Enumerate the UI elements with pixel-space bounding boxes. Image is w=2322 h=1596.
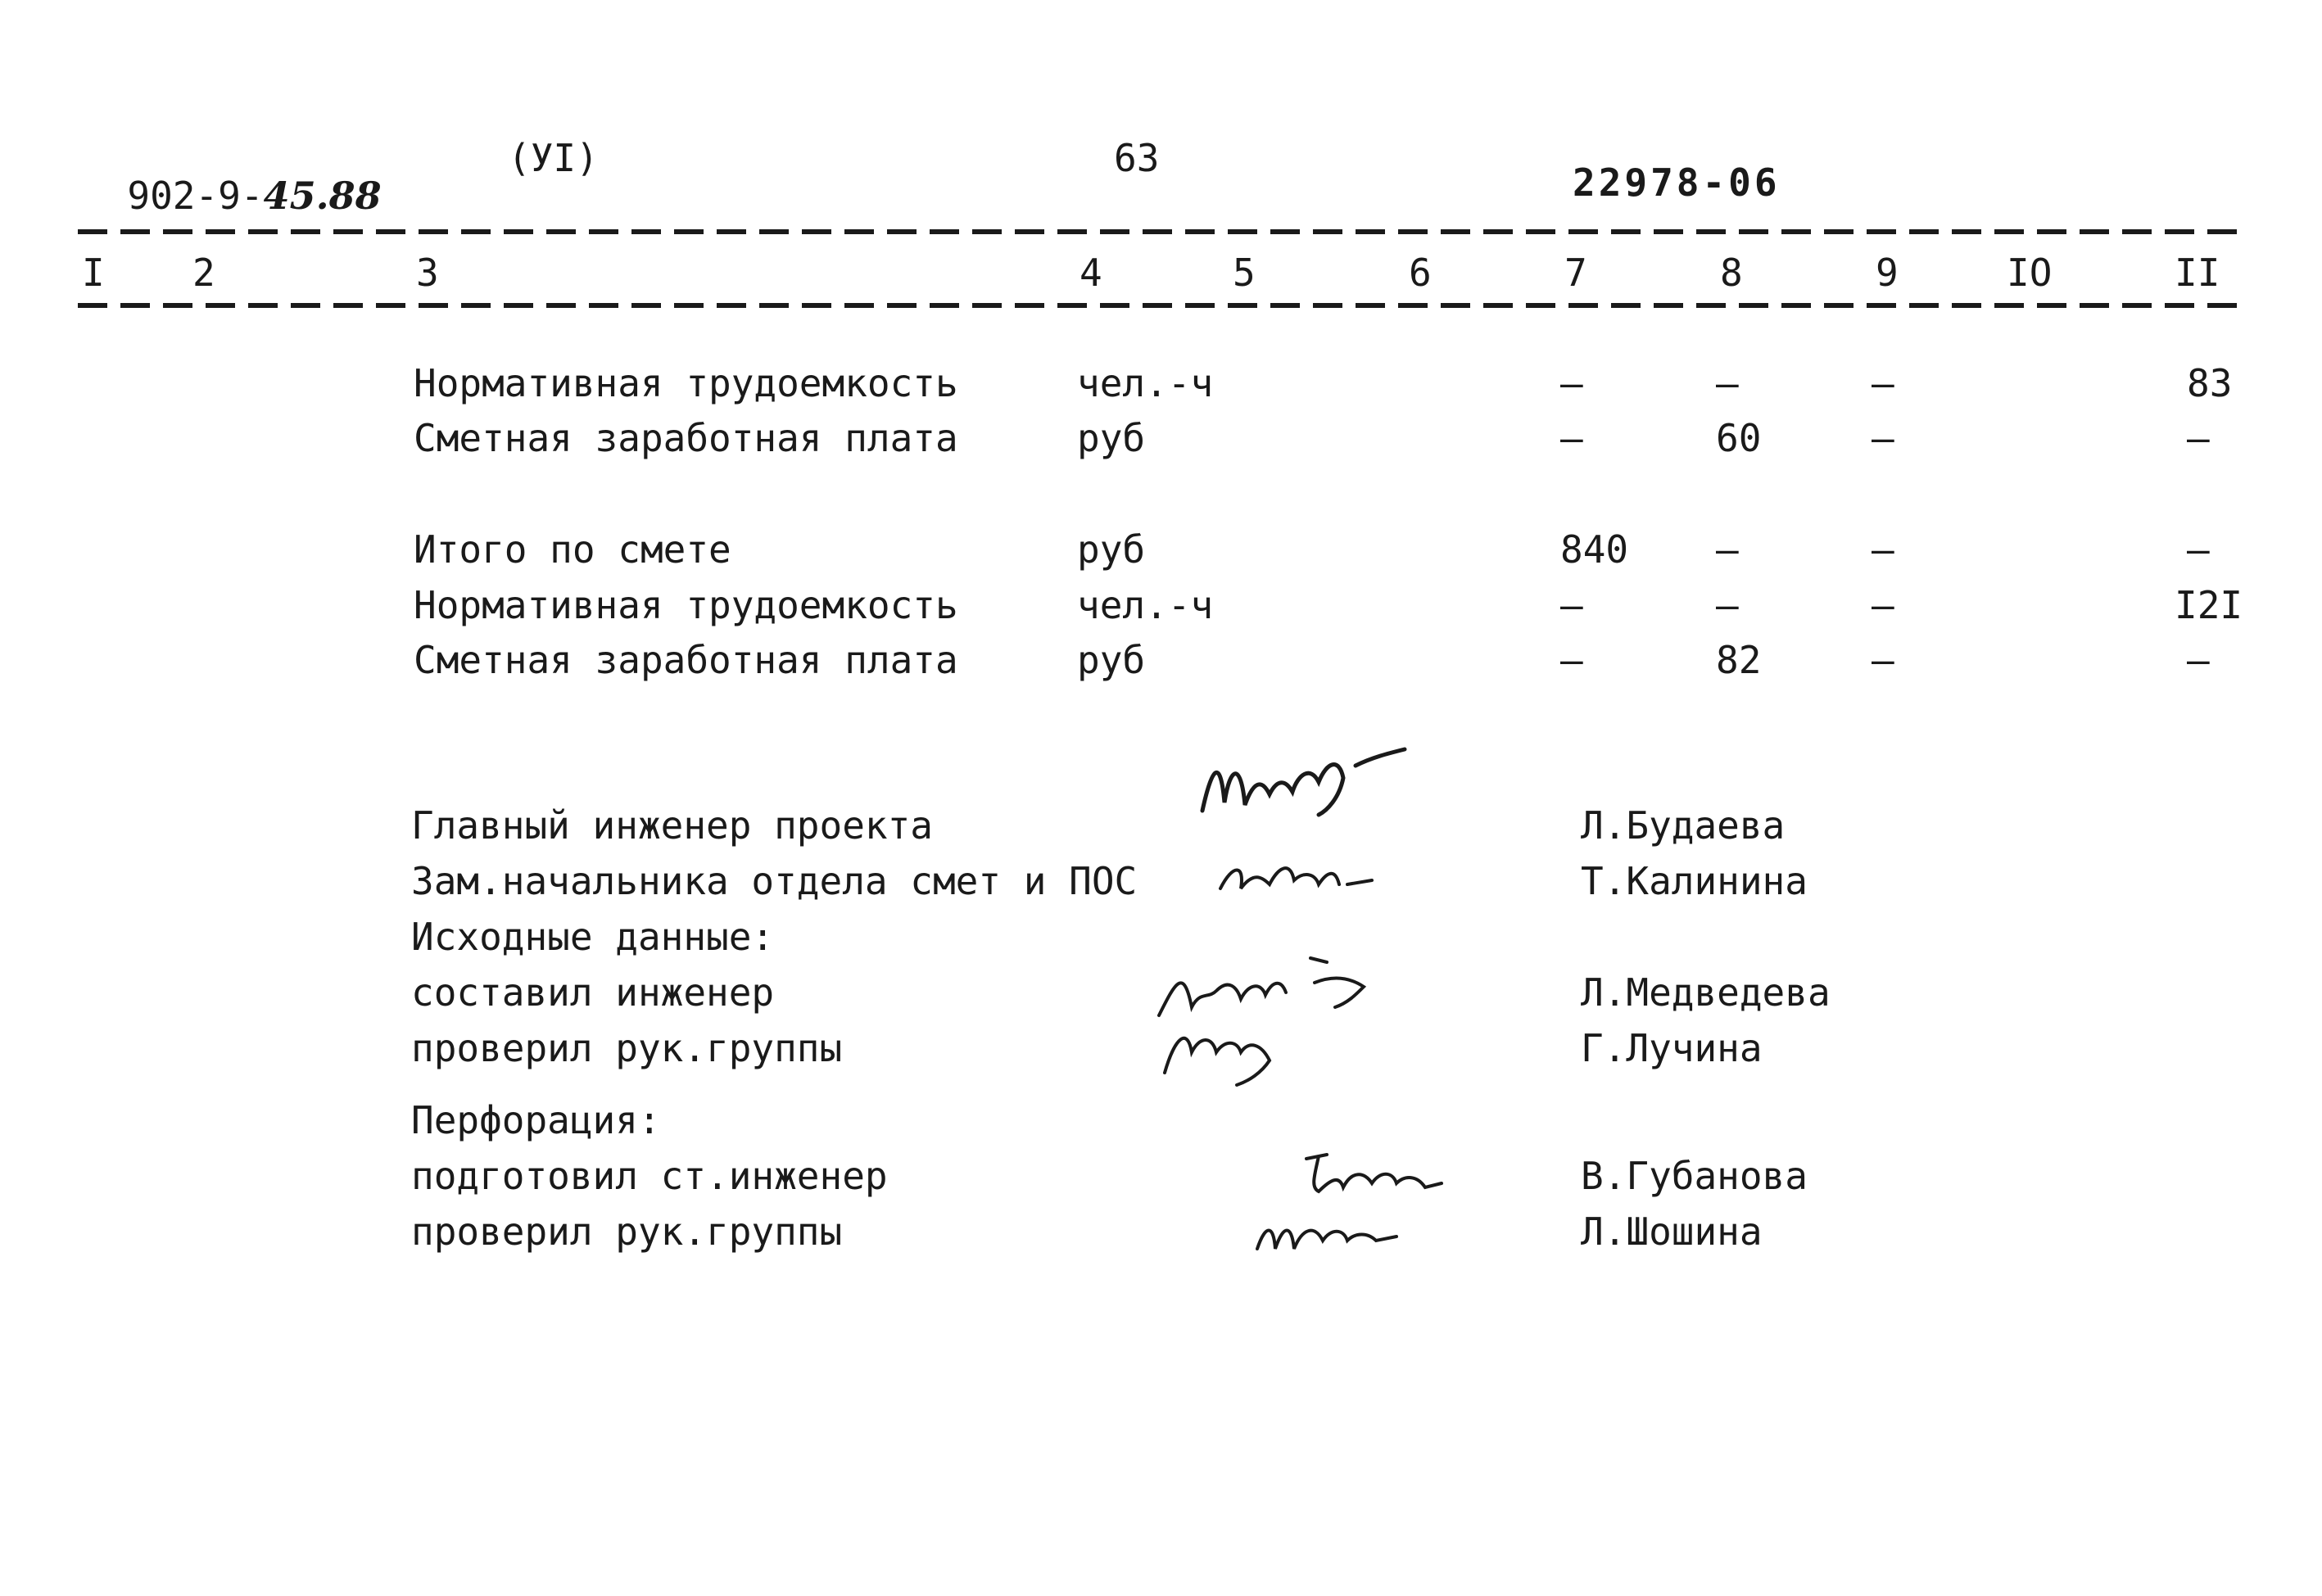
cell-col8: –: [1716, 583, 1739, 627]
cell-col8: –: [1716, 361, 1739, 405]
row-unit: чел.-ч: [1077, 361, 1214, 405]
header-top-rule: [78, 229, 2240, 234]
signature-role: составил инженер: [411, 970, 775, 1015]
section-heading: Перфорация:: [411, 1098, 661, 1142]
column-header: 7: [1564, 251, 1587, 295]
signature-name: Г.Лучина: [1581, 1026, 1763, 1070]
cell-col11: I2I: [2175, 583, 2243, 627]
stamp-number: 22978-06: [1573, 161, 1781, 205]
column-header: 9: [1876, 251, 1899, 295]
header-bottom-rule: [78, 303, 2240, 308]
signature-name: Л.Шошина: [1581, 1209, 1763, 1254]
document-code-handwritten: 45.88: [263, 174, 382, 218]
cell-col8: 82: [1716, 638, 1762, 682]
cell-col9: –: [1872, 527, 1894, 572]
column-header: 5: [1233, 251, 1256, 295]
cell-col9: –: [1872, 416, 1894, 460]
row-unit: руб: [1077, 527, 1146, 572]
document-code: [82, 139, 382, 218]
cell-col9: –: [1872, 583, 1894, 627]
section-heading: Исходные данные:: [411, 915, 775, 959]
handwritten-signature: [1249, 1204, 1413, 1261]
cell-col11: 83: [2187, 361, 2233, 405]
signature-role: Главный инженер проекта: [411, 803, 933, 848]
signature-name: В.Губанова: [1581, 1154, 1808, 1198]
cell-col11: –: [2187, 527, 2210, 572]
signature-role: проверил рук.группы: [411, 1026, 843, 1070]
cell-col7: –: [1560, 361, 1583, 405]
handwritten-signature: [1212, 848, 1376, 905]
row-name: Нормативная трудоемкость: [414, 583, 958, 627]
cell-col7: –: [1560, 416, 1583, 460]
signature-role: подготовил ст.инженер: [411, 1154, 888, 1198]
handwritten-signature: [1294, 1146, 1450, 1204]
cell-col9: –: [1872, 638, 1894, 682]
handwritten-signature: [1155, 1003, 1302, 1093]
column-header: II: [2175, 251, 2220, 295]
cell-col7: 840: [1560, 527, 1629, 572]
handwritten-signature: [1196, 733, 1417, 831]
row-name: Нормативная трудоемкость: [414, 361, 958, 405]
cell-col8: 60: [1716, 416, 1762, 460]
page-number: 63: [1114, 136, 1160, 180]
row-unit: руб: [1077, 638, 1146, 682]
column-header: 8: [1720, 251, 1743, 295]
column-header: 6: [1409, 251, 1432, 295]
column-header: 3: [416, 251, 439, 295]
row-name: Итого по смете: [414, 527, 731, 572]
row-unit: чел.-ч: [1077, 583, 1214, 627]
row-name: Сметная заработная плата: [414, 416, 958, 460]
cell-col8: –: [1716, 527, 1739, 572]
column-header: I: [82, 251, 105, 295]
cell-col7: –: [1560, 638, 1583, 682]
section-label: (УI): [508, 136, 599, 180]
cell-col11: –: [2187, 638, 2210, 682]
row-unit: руб: [1077, 416, 1146, 460]
column-header: 4: [1080, 251, 1102, 295]
signature-name: Т.Калинина: [1581, 859, 1808, 903]
cell-col9: –: [1872, 361, 1894, 405]
column-header: 2: [192, 251, 215, 295]
column-header: IO: [2007, 251, 2053, 295]
cell-col11: –: [2187, 416, 2210, 460]
row-name: Сметная заработная плата: [414, 638, 958, 682]
signature-name: Л.Будаева: [1581, 803, 1786, 848]
signature-name: Л.Медведева: [1581, 970, 1831, 1015]
document-code-printed: 902-9-: [127, 174, 264, 218]
signature-role: проверил рук.группы: [411, 1209, 843, 1254]
cell-col7: –: [1560, 583, 1583, 627]
signature-role: Зам.начальника отдела смет и ПОС: [411, 859, 1138, 903]
